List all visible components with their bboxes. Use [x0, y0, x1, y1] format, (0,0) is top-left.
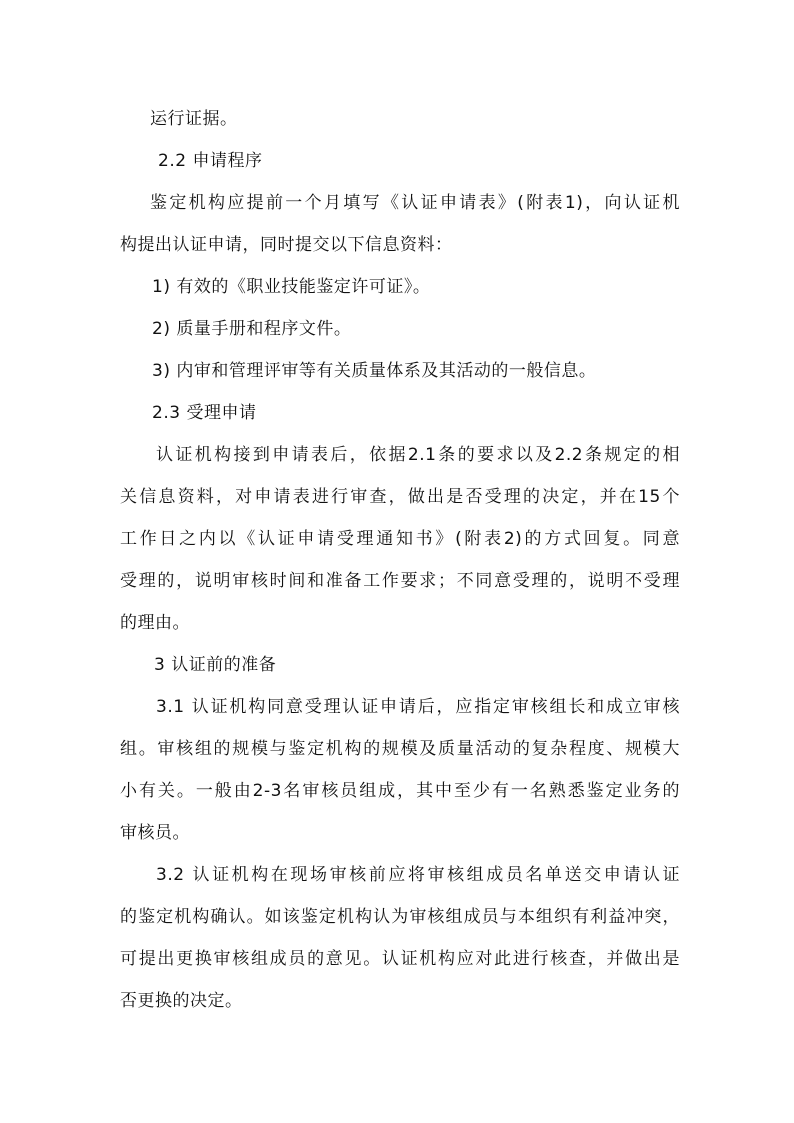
paragraph-application-submission [120, 182, 680, 266]
heading-3-preparation-before-certification [154, 644, 714, 686]
list-item-2 [152, 308, 712, 350]
text-line: 3) 内审和管理评审等有关质量体系及其活动的一般信息。 [152, 361, 597, 381]
text-line: 1) 有效的《职业技能鉴定许可证》。 [152, 277, 431, 297]
text-line: 的鉴定机构确认。如该鉴定机构认为审核组成员与本组织有利益冲突， [120, 907, 680, 927]
paragraph-acceptance-review [120, 434, 680, 644]
text-line: 运行证据。 [150, 109, 238, 129]
text-line: 2.2 申请程序 [158, 151, 263, 171]
text-line: 的理由。 [120, 613, 190, 633]
text-line: 构提出认证申请，同时提交以下信息资料： [120, 235, 453, 255]
text-line: 可提出更换审核组成员的意见。认证机构应对此进行核查，并做出是 [120, 949, 680, 969]
paragraph-3-1-audit-team [120, 686, 680, 854]
text-line: 3.2 认证机构在现场审核前应将审核组成员名单送交申请认证 [156, 865, 680, 885]
list-item-3 [152, 350, 712, 392]
text-line: 鉴定机构应提前一个月填写《认证申请表》(附表1)，向认证机 [150, 193, 680, 213]
text-line: 认证机构接到申请表后，依据2.1条的要求以及2.2条规定的相 [156, 445, 680, 465]
paragraph-running-evidence [150, 98, 710, 140]
text-line: 审核员。 [120, 823, 190, 843]
text-line: 受理的，说明审核时间和准备工作要求；不同意受理的，说明不受理 [120, 571, 680, 591]
list-item-1 [152, 266, 712, 308]
paragraph-3-2-team-confirmation [120, 854, 680, 1022]
text-line: 工作日之内以《认证申请受理通知书》(附表2)的方式回复。同意 [120, 529, 680, 549]
heading-2-3-accept-application [152, 392, 712, 434]
text-line: 3.1 认证机构同意受理认证申请后，应指定审核组长和成立审核 [156, 697, 680, 717]
heading-2-2-application-procedure [158, 140, 718, 182]
text-line: 2) 质量手册和程序文件。 [152, 319, 352, 339]
text-line: 3 认证前的准备 [154, 655, 277, 675]
text-line: 小有关。一般由2-3名审核员组成，其中至少有一名熟悉鉴定业务的 [120, 781, 680, 801]
text-line: 关信息资料，对申请表进行审查，做出是否受理的决定，并在15个 [120, 487, 680, 507]
text-line: 否更换的决定。 [120, 991, 243, 1011]
text-line: 2.3 受理申请 [152, 403, 257, 423]
text-line: 组。审核组的规模与鉴定机构的规模及质量活动的复杂程度、规模大 [120, 739, 680, 759]
